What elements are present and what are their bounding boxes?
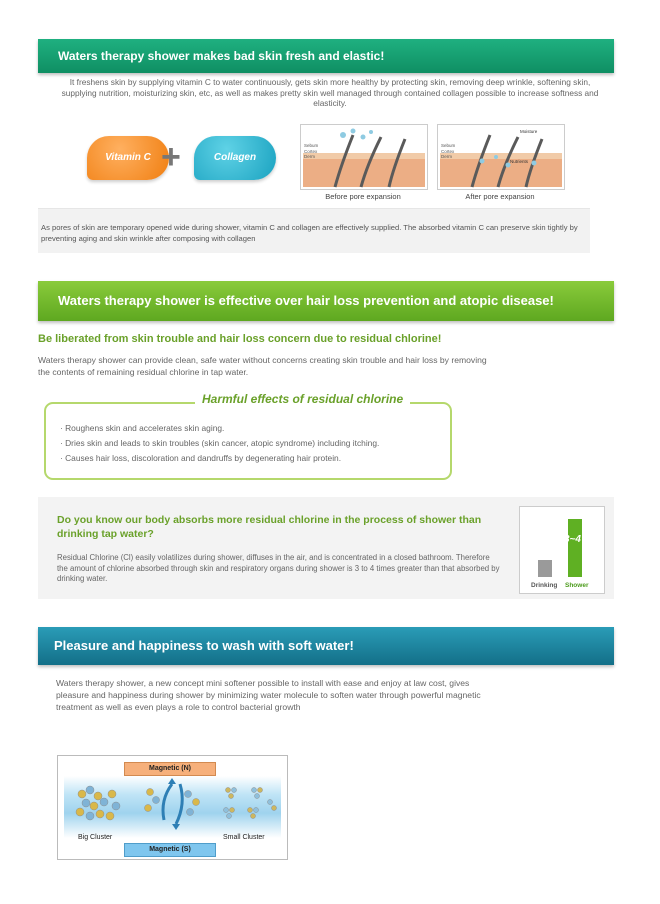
list-item: · Causes hair loss, discoloration and dandruffs by degenerating hair protein. bbox=[60, 453, 342, 463]
skin-layer-labels-after: Sebum Cortex Derm bbox=[441, 143, 456, 159]
plus-icon: + bbox=[161, 138, 181, 176]
pore-before-diagram bbox=[300, 124, 428, 190]
caption-before: Before pore expansion bbox=[325, 192, 401, 201]
chlorine-chart bbox=[519, 506, 605, 594]
magnet-north: Magnetic (N) bbox=[124, 762, 216, 776]
pore-after-diagram bbox=[437, 124, 565, 190]
list-item: · Dries skin and leads to skin troubles (skin cancer, atopic syndrome) including itching. bbox=[60, 438, 380, 448]
vitamin-c-badge: Vitamin C bbox=[87, 136, 169, 180]
cluster-illustration bbox=[64, 776, 281, 838]
chlorine-heading: Be liberated from skin trouble and hair loss concern due to residual chlorine! bbox=[38, 333, 442, 345]
magnetic-diagram bbox=[57, 755, 288, 860]
pore-before-illustration bbox=[301, 125, 427, 189]
pore-note-text: As pores of skin are temporary opened wide during shower, vitamin C and collagen are effectively supplied. The absorbed vitamin C can preserve skin tightly by preventing aging and skin wrinkle after composing with collagen bbox=[41, 223, 578, 243]
small-cluster-label: Small Cluster bbox=[223, 834, 265, 841]
softwater-body: Waters therapy shower, a new concept mini softener possible to install with ease and enjoy at law cost, gives pleasure and happiness during shower by minimizing water molecule to soften water through powerful magnetic treatment as well as even plays a role to control bacterial growth bbox=[56, 678, 481, 712]
skin-layer-labels: Sebum Cortex Derm bbox=[304, 143, 319, 159]
harm-effects-title: Harmful effects of residual chlorine bbox=[195, 392, 410, 406]
caption-after: After pore expansion bbox=[465, 192, 535, 201]
big-cluster-label: Big Cluster bbox=[78, 834, 113, 841]
skin-section-title: Waters therapy shower makes bad skin fresh and elastic! bbox=[58, 49, 385, 63]
ratio-label: 3~4 bbox=[564, 534, 581, 545]
shower-label: Shower bbox=[565, 582, 589, 589]
chlorine-body: Waters therapy shower can provide clean, safe water without concerns creating skin trouble and hair loss by removing the contents of remaining residual chlorine in tap water. bbox=[38, 355, 487, 377]
collagen-badge: Collagen bbox=[194, 136, 276, 180]
drinking-label: Drinking bbox=[531, 582, 558, 589]
magnet-south: Magnetic (S) bbox=[124, 843, 216, 857]
pore-note-box bbox=[38, 208, 590, 253]
absorption-question: Do you know our body absorbs more residual chlorine in the process of shower than drinking tap water? bbox=[57, 514, 482, 540]
drinking-bar bbox=[538, 560, 552, 577]
shower-bar bbox=[568, 519, 582, 577]
skin-intro-text: It freshens skin by supplying vitamin C to water continuously, gets skin more healthy by protecting skin, removing deep wrinkle, softening skin, supplying nutrition, moisturizing skin, etc, as well as makes pretty skin well managed through contained collagen possible to increase softness and elasticity. bbox=[61, 77, 599, 108]
water-flow-area bbox=[64, 776, 281, 838]
skin-section-banner bbox=[38, 39, 614, 73]
list-item: · Roughens skin and accelerates skin aging. bbox=[60, 423, 225, 433]
softwater-section-banner bbox=[38, 627, 614, 665]
absorption-body: Residual Chlorine (Cl) easily volatilizes during shower, diffuses in the air, and is concentrated in a closed bathroom. Therefore the amount of chlorine absorbed through skin and respiratory organs during shower is 3 to 4 times greater than that absorbed by drinking water. bbox=[57, 553, 500, 583]
harm-effects-list bbox=[60, 421, 379, 466]
softwater-section-title: Pleasure and happiness to wash with soft water! bbox=[54, 638, 354, 653]
hairloss-section-title: Waters therapy shower is effective over hair loss prevention and atopic disease! bbox=[58, 293, 554, 308]
moisture-label: Moisture bbox=[520, 129, 538, 134]
hairloss-section-banner bbox=[38, 281, 614, 321]
nutrients-label: Nutrients bbox=[510, 159, 529, 164]
pore-after-illustration bbox=[438, 125, 564, 189]
